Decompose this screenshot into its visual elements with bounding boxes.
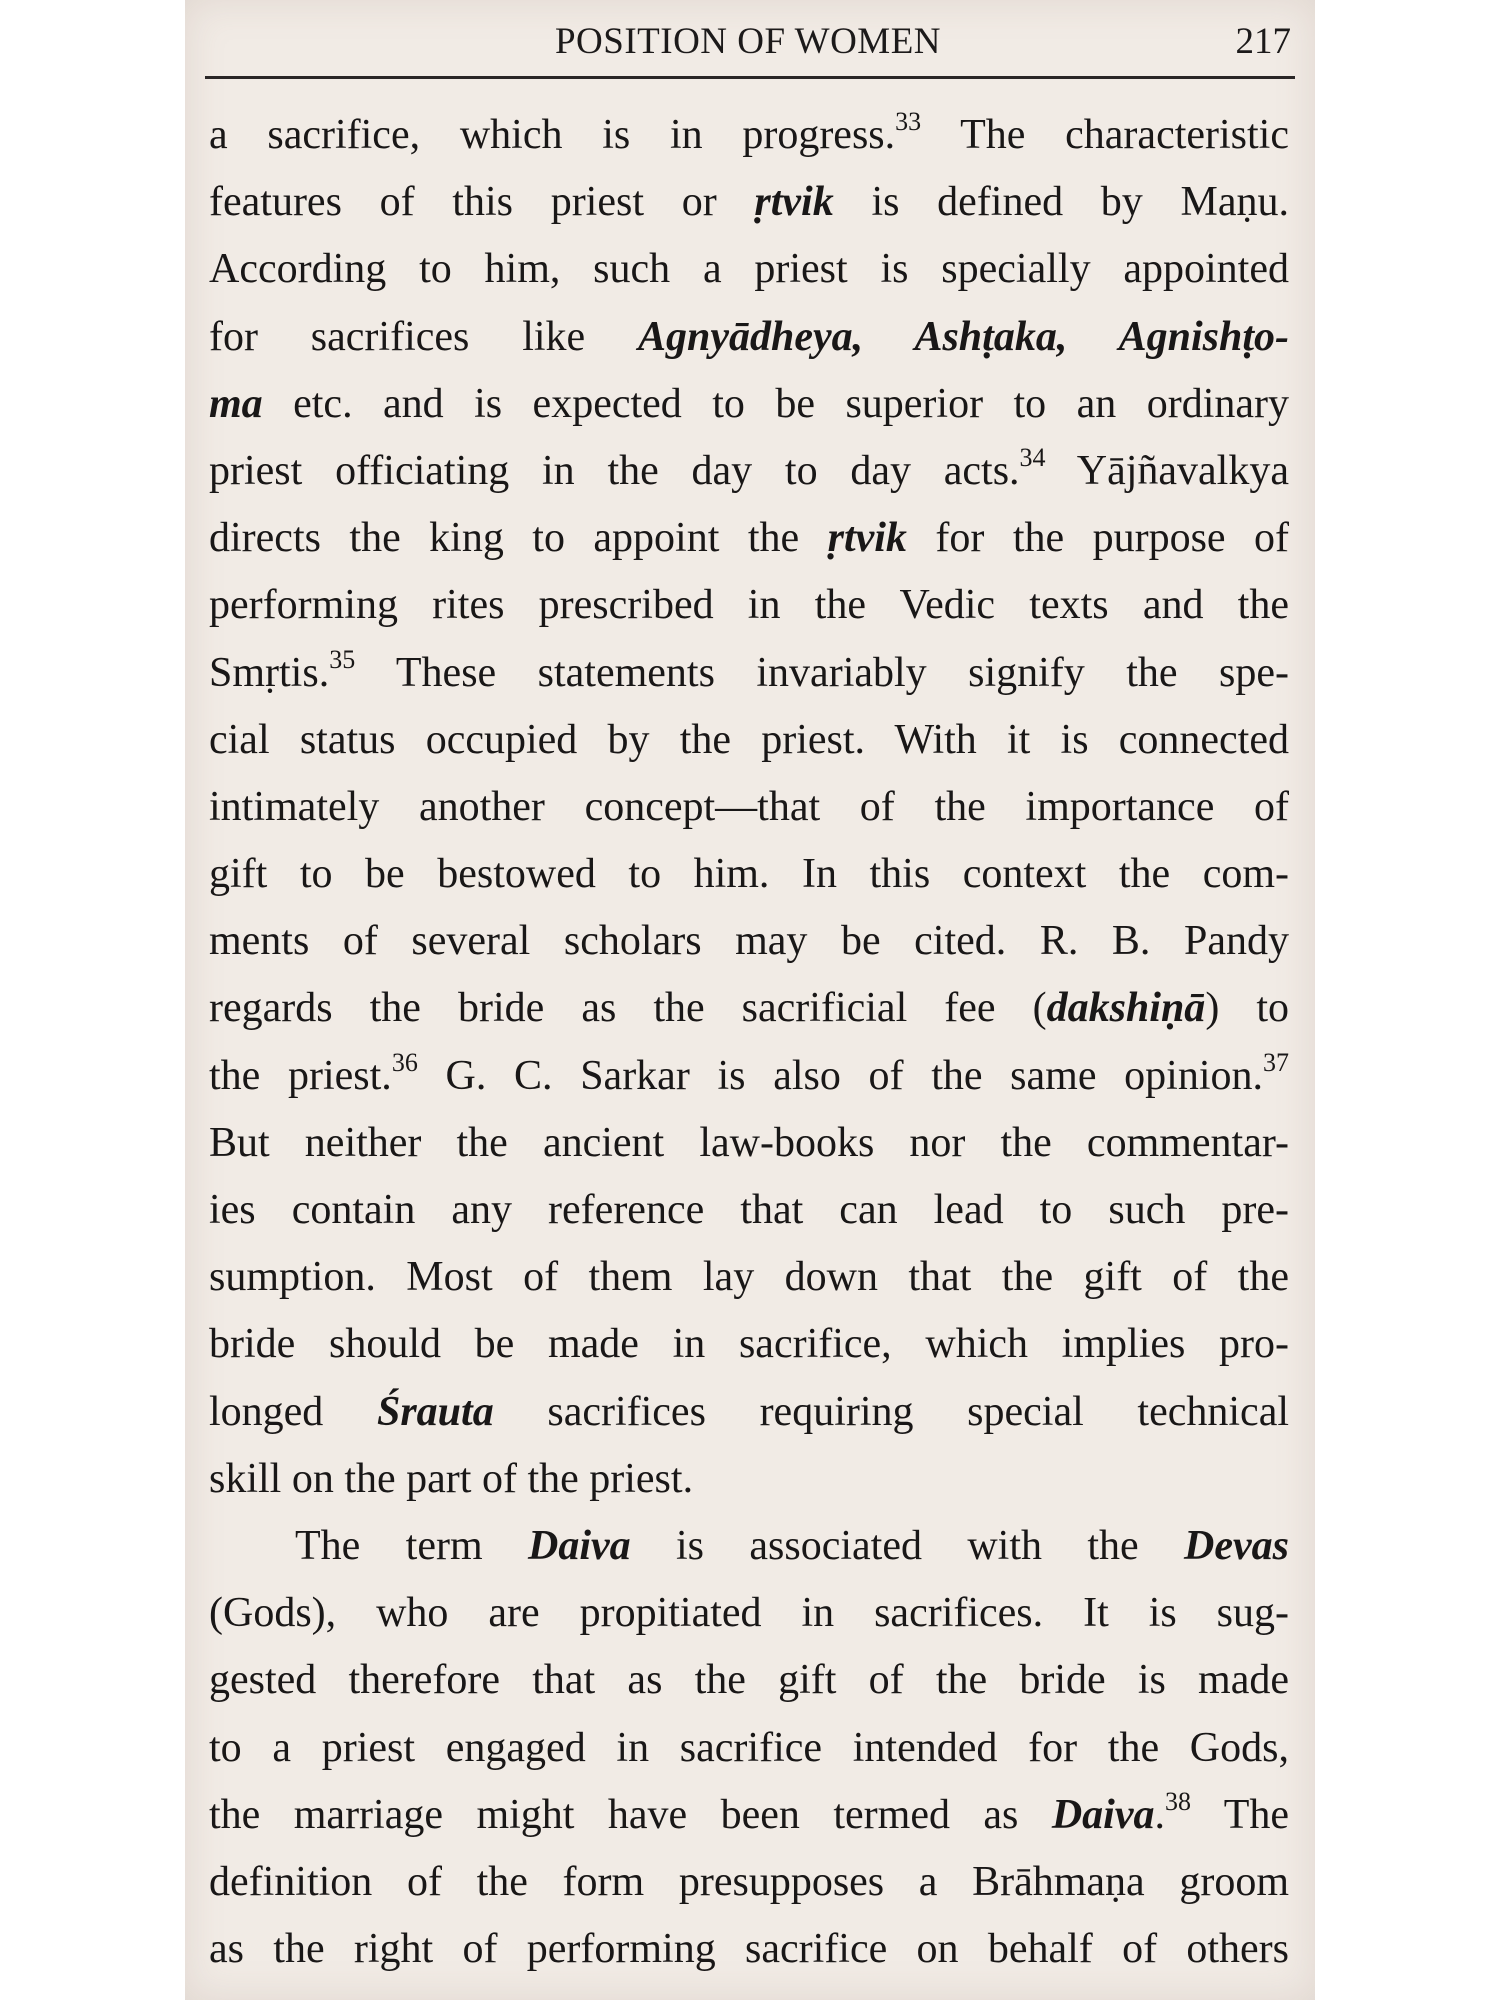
text-segment: as the right of performing sacrifice on behalf of others	[209, 1926, 1289, 1973]
text-line	[209, 1446, 1289, 1513]
page-header	[205, 14, 1291, 74]
text-segment: G. C. Sarkar is also of the same opinion.	[417, 1052, 1264, 1099]
body-text	[209, 102, 1289, 1983]
text-segment: (Gods), who are propitiated in sacrifices. It is sug-	[209, 1590, 1289, 1637]
text-segment: ies contain any reference that can lead to such pre-	[209, 1187, 1289, 1233]
header-rule	[205, 76, 1295, 79]
text-line	[209, 1379, 1289, 1446]
text-segment: etc. and is expected to be superior to an ordinary	[262, 380, 1289, 427]
footnote-marker: 33	[895, 107, 922, 136]
text-segment: These statements invariably signify the spe-	[355, 649, 1289, 696]
text-line	[209, 1311, 1289, 1378]
text-line	[209, 707, 1289, 774]
footnote-marker: 38	[1165, 1786, 1191, 1816]
text-line	[209, 102, 1289, 169]
emphasized-term: ṛtvik	[827, 515, 907, 562]
text-segment: the marriage might have been termed as	[209, 1791, 1052, 1838]
emphasized-term: Devas	[1184, 1522, 1289, 1569]
text-segment: The	[1191, 1791, 1289, 1838]
text-segment: Yājñavalkya	[1045, 447, 1289, 494]
text-segment: ments of several scholars may be cited. R. B. Pandy	[209, 918, 1289, 965]
text-line	[209, 1244, 1289, 1311]
page-number: 217	[1235, 21, 1291, 62]
emphasized-term: Daiva	[1051, 1791, 1155, 1838]
text-segment: The characteristic	[921, 112, 1289, 158]
text-segment: intimately another concept—that of the importance of	[209, 783, 1289, 830]
footnote-marker: 37	[1263, 1047, 1290, 1077]
text-line	[209, 975, 1289, 1042]
text-segment: longed	[209, 1388, 377, 1435]
text-segment: is associated with the	[630, 1522, 1185, 1569]
text-line	[209, 1110, 1289, 1177]
emphasized-term: Agnyādheya, Ashṭaka, Agnishṭo-	[638, 313, 1289, 360]
emphasized-term: dakshiṇā	[1046, 985, 1206, 1032]
footnote-marker: 36	[391, 1047, 418, 1077]
text-line	[209, 774, 1289, 841]
book-page	[185, 0, 1315, 2000]
text-line	[209, 1715, 1289, 1782]
text-segment: sacrifices requiring special technical	[493, 1388, 1290, 1435]
text-segment: is defined by Maṇu.	[833, 179, 1289, 226]
text-segment: But neither the ancient law-books nor the commentar-	[209, 1119, 1289, 1166]
text-line	[209, 841, 1289, 908]
text-segment: a sacrifice, which is in progress.	[209, 112, 896, 158]
text-segment: bride should be made in sacrifice, which implies pro-	[209, 1321, 1289, 1368]
text-line	[209, 236, 1289, 303]
text-segment: for the purpose of	[906, 515, 1289, 562]
text-line	[209, 1580, 1289, 1647]
text-segment: skill on the part of the priest.	[209, 1455, 694, 1502]
text-line	[209, 505, 1289, 572]
text-segment: The term	[295, 1522, 528, 1569]
text-segment: cial status occupied by the priest. With it is connected	[209, 716, 1289, 763]
emphasized-term: Daiva	[527, 1522, 631, 1569]
emphasized-term: Śrauta	[376, 1388, 494, 1435]
text-line	[209, 640, 1289, 707]
text-segment: to a priest engaged in sacrifice intended for the Gods,	[209, 1724, 1289, 1771]
text-segment: performing rites prescribed in the Vedic texts and the	[209, 582, 1289, 629]
text-segment: gift to be bestowed to him. In this context the com-	[209, 851, 1289, 898]
text-line	[209, 169, 1289, 236]
text-line	[209, 1782, 1289, 1849]
text-line	[209, 438, 1289, 505]
text-segment: ) to	[1205, 985, 1290, 1032]
text-line	[209, 1916, 1289, 1983]
text-line	[209, 1849, 1289, 1916]
text-segment: directs the king to appoint the	[209, 515, 828, 562]
text-segment: According to him, such a priest is specially appointed	[209, 246, 1289, 293]
text-segment: sumption. Most of them lay down that the gift of the	[209, 1254, 1289, 1301]
text-line	[209, 572, 1289, 639]
emphasized-term: ṛtvik	[754, 179, 834, 226]
text-line	[209, 1513, 1289, 1580]
text-segment: features of this priest or	[209, 179, 755, 226]
text-line	[209, 1647, 1289, 1714]
footnote-marker: 35	[329, 644, 356, 674]
text-segment: priest officiating in the day to day acts.	[209, 447, 1020, 494]
emphasized-term: ma	[209, 380, 263, 427]
text-segment: definition of the form presupposes a Brāhmaṇa groom	[209, 1858, 1289, 1905]
running-title: POSITION OF WOMEN	[554, 21, 942, 62]
text-line	[209, 1043, 1289, 1110]
text-segment: gested therefore that as the gift of the bride is made	[209, 1657, 1289, 1704]
text-segment: Smṛtis.	[209, 649, 330, 696]
text-segment: .	[1154, 1791, 1165, 1838]
text-segment: regards the bride as the sacrificial fee (	[209, 985, 1047, 1032]
text-line	[209, 1177, 1289, 1244]
text-segment: the priest.	[209, 1052, 392, 1099]
footnote-marker: 34	[1019, 442, 1046, 472]
text-segment: for sacrifices like	[209, 313, 639, 360]
text-line	[209, 371, 1289, 438]
text-line	[209, 908, 1289, 975]
text-line	[209, 304, 1289, 371]
